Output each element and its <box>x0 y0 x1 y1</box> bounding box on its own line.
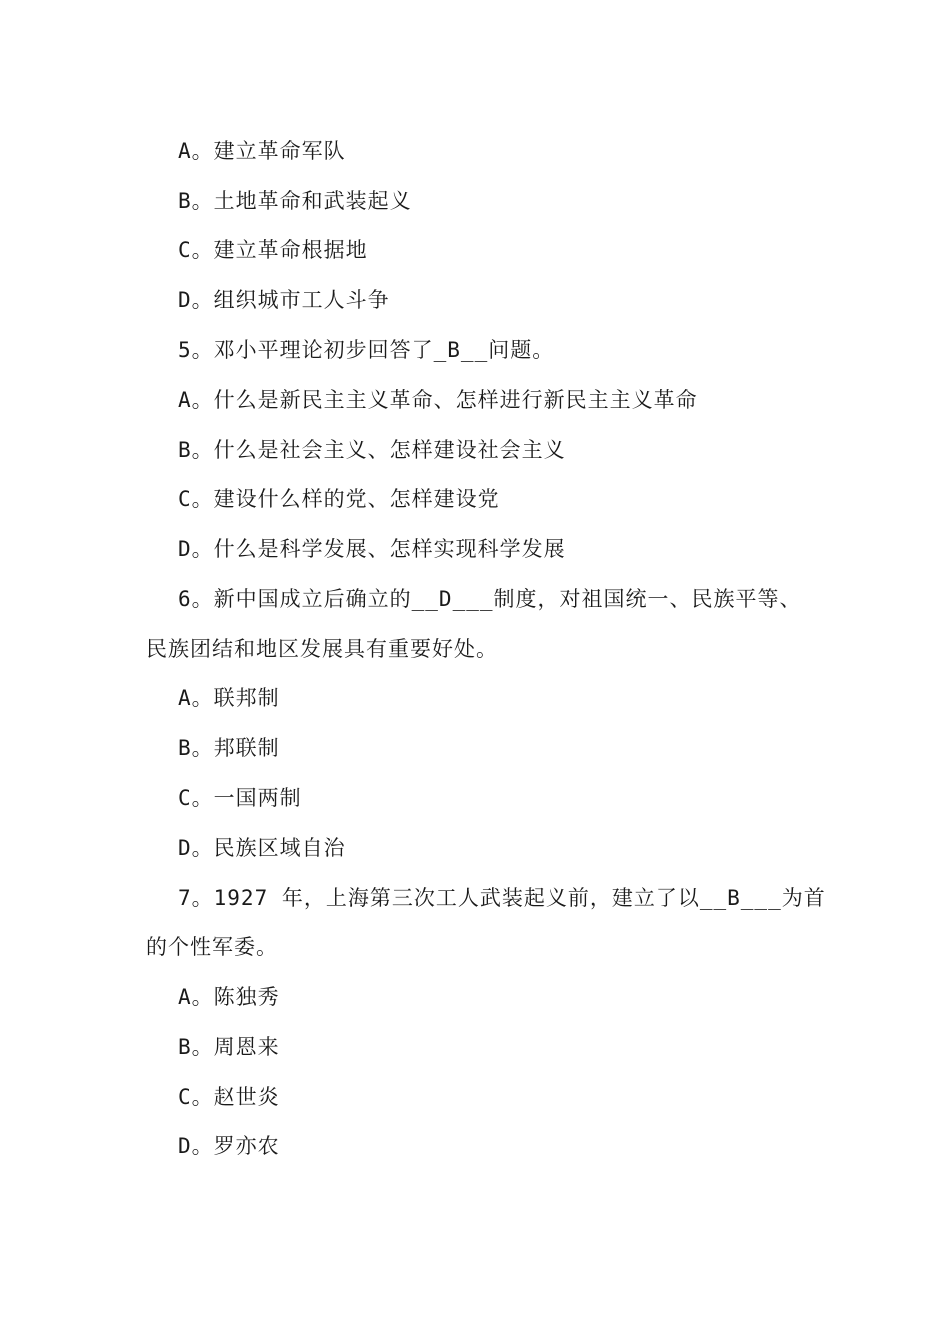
option-d-q5: D。什么是科学发展、怎样实现科学发展 <box>178 537 566 561</box>
option-d-q4: D。组织城市工人斗争 <box>178 288 390 312</box>
option-c-q4: C。建立革命根据地 <box>178 238 368 262</box>
option-b-q6: B。邦联制 <box>178 736 280 760</box>
option-a-q6: A。联邦制 <box>178 686 280 710</box>
option-c-q5: C。建设什么样的党、怎样建设党 <box>178 487 500 511</box>
option-a-q7: A。陈独秀 <box>178 985 280 1009</box>
option-a-q4: A。建立革命军队 <box>178 139 346 163</box>
option-d-q6: D。民族区域自治 <box>178 836 346 860</box>
option-b-q4: B。土地革命和武装起义 <box>178 189 412 213</box>
question-6-continuation: 民族团结和地区发展具有重要好处。 <box>146 637 498 661</box>
question-5: 5。邓小平理论初步回答了_B__问题。 <box>178 338 555 362</box>
option-b-q5: B。什么是社会主义、怎样建设社会主义 <box>178 438 566 462</box>
option-d-q7: D。罗亦农 <box>178 1134 280 1158</box>
option-b-q7: B。周恩来 <box>178 1035 280 1059</box>
option-a-q5: A。什么是新民主主义革命、怎样进行新民主主义革命 <box>178 388 698 412</box>
question-6: 6。新中国成立后确立的__D___制度，对祖国统一、民族平等、 <box>178 587 802 611</box>
question-7-continuation: 的个性军委。 <box>146 935 278 959</box>
option-c-q6: C。一国两制 <box>178 786 302 810</box>
option-c-q7: C。赵世炎 <box>178 1085 280 1109</box>
question-7: 7。1927 年，上海第三次工人武装起义前，建立了以__B___为首 <box>178 886 826 910</box>
